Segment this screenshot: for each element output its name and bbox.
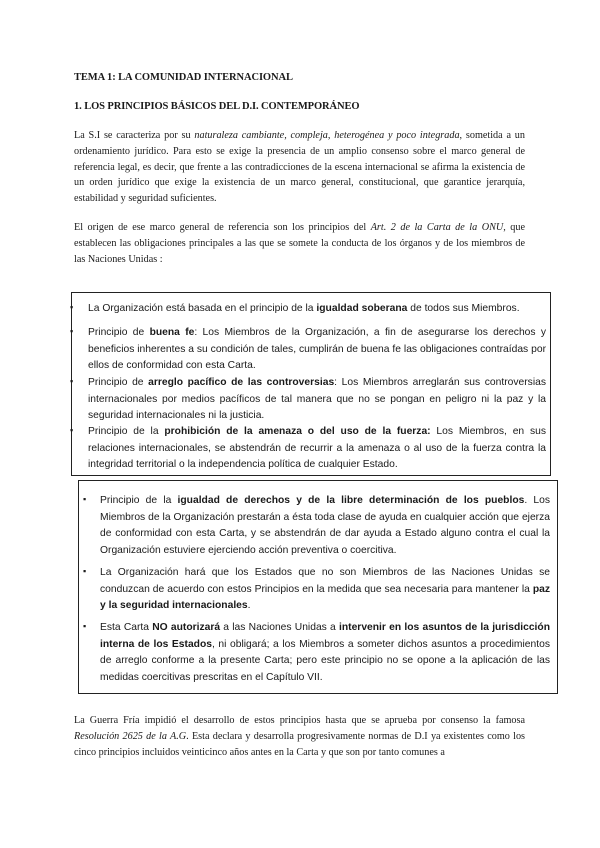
- principle-item: ▪ La Organización está basada en el principio de la igualdad soberana de todos sus Miembros.: [70, 302, 520, 314]
- principles-box-1: [71, 292, 551, 476]
- principle-item: ▪ Principio de la prohibición de la amenaza o del uso de la fuerza: Los Miembros, en sus relaciones internacionales, se abstendrán de recurrir a la amenaza o al uso de la fuerza contra la integridad territorial o la independencia política de cualquier Estado.: [70, 425, 546, 470]
- bullet-icon: ▪: [83, 494, 87, 504]
- section-heading: 1. LOS PRINCIPIOS BÁSICOS DEL D.I. CONTEMPORÁNEO: [74, 101, 360, 112]
- cold-war-paragraph: La Guerra Fría impidió el desarrollo de estos principios hasta que se aprueba por consenso la famosa Resolución 2625 de la A.G. Esta declara y desarrolla progresivamente normas de D.I ya existentes como los cinco principios incluidos veinticinco años antes en la Carta y que son por tanto comunes a: [74, 715, 526, 758]
- principles-box-2: [78, 480, 558, 694]
- bullet-icon: ▪: [70, 302, 74, 312]
- bullet-icon: ▪: [70, 326, 74, 336]
- principle-item: ▪ La Organización hará que los Estados que no son Miembros de las Naciones Unidas se conduzcan de acuerdo con estos Principios en la medida que sea necesaria para mantener la paz y la seguridad internacionales.: [83, 566, 550, 611]
- principle-item: ▪ Principio de la igualdad de derechos y de la libre determinación de los pueblos. Los Miembros de la Organización prestarán a ésta toda clase de ayuda en cualquier acción que ejerza de conformidad con esta Carta, y se abstendrán de dar ayuda a Estado alguno contra el cual la Organización estuviere ejerciendo acción preventiva o coercitiva.: [83, 494, 551, 556]
- bullet-icon: ▪: [70, 425, 74, 435]
- topic-heading: TEMA 1: LA COMUNIDAD INTERNACIONAL: [74, 72, 293, 83]
- principle-item: ▪ Esta Carta NO autorizará a las Naciones Unidas a intervenir en los asuntos de la jurisdicción interna de los Estados, ni obligará; a los Miembros a someter dichos asuntos a procedimientos de arreglo conforme a la presente Carta; pero este principio no se opone a la aplicación de las medidas coercitivas prescritas en el Capítulo VII.: [83, 621, 550, 683]
- bullet-icon: ▪: [83, 566, 87, 576]
- intro-paragraph: La S.I se caracteriza por su naturaleza cambiante, compleja, heterogénea y poco integrada, sometida a un ordenamiento jurídico. Para esto se exige la presencia de un amplio consenso sobre el marco general de referencia legal, es decir, que frente a las contradicciones de la escena internacional se afirma la existencia de un orden jurídico que exige la existencia de un marco general, constitucional, que garantice jerarquía, estabilidad y seguridad suficientes.: [74, 130, 525, 205]
- principle-item: ▪ Principio de buena fe: Los Miembros de la Organización, a fin de asegurarse los derechos y beneficios inherentes a su condición de tales, cumplirán de buena fe las obligaciones contraídas por ellos de conformidad con esta Carta.: [70, 326, 547, 371]
- bullet-icon: ▪: [83, 621, 87, 631]
- bullet-icon: ▪: [70, 376, 74, 386]
- origin-paragraph: El origen de ese marco general de referencia son los principios del Art. 2 de la Carta de la ONU, que establecen las obligaciones principales a las que se somete la conducta de los órganos y de los miembros de las Naciones Unidas :: [74, 222, 525, 265]
- principle-item: ▪ Principio de arreglo pacífico de las controversias: Los Miembros arreglarán sus controversias internacionales por medios pacíficos de tal manera que no se pongan en peligro ni la paz y la seguridad internacionales ni la justicia.: [70, 376, 546, 421]
